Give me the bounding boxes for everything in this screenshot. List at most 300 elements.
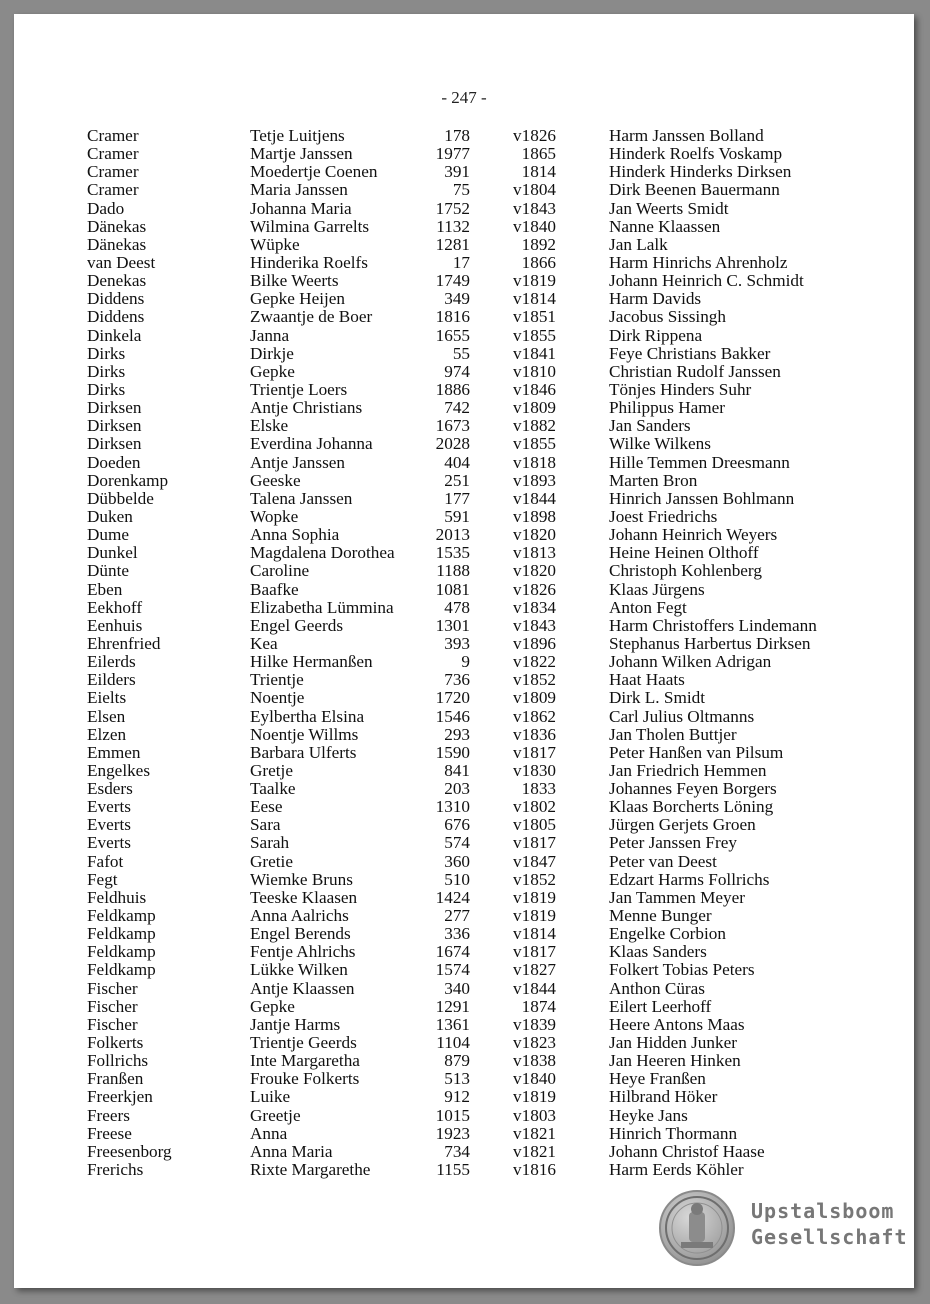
spouse-name: Klaas Sanders xyxy=(609,942,707,962)
surname: Engelkes xyxy=(87,760,151,780)
record-number: 251 xyxy=(444,470,470,490)
given-name: Gepke xyxy=(250,996,295,1016)
surname: Cramer xyxy=(87,180,139,200)
surname: Dorenkamp xyxy=(87,470,169,490)
spouse-name: Feye Christians Bakker xyxy=(609,343,771,363)
given-name: Hilke Hermanßen xyxy=(250,652,373,672)
given-name: Moedertje Coenen xyxy=(250,162,378,182)
record-number: 1361 xyxy=(435,1014,470,1034)
register-row xyxy=(14,653,914,671)
spouse-name: Peter Janssen Frey xyxy=(609,833,737,853)
year: v1838 xyxy=(513,1051,556,1071)
given-name: Wiemke Bruns xyxy=(250,869,353,889)
register-row xyxy=(14,1107,914,1125)
record-number: 336 xyxy=(444,924,470,944)
register-row xyxy=(14,816,914,834)
surname: Dirksen xyxy=(87,416,142,436)
register-row xyxy=(14,254,914,272)
surname: Everts xyxy=(87,815,131,835)
register-row xyxy=(14,708,914,726)
record-number: 2028 xyxy=(435,434,470,454)
spouse-name: Haat Haats xyxy=(609,670,685,690)
surname: Dirks xyxy=(87,343,126,363)
given-name: Lükke Wilken xyxy=(250,960,348,980)
year: v1855 xyxy=(513,434,556,454)
record-number: 1281 xyxy=(435,234,470,254)
record-number: 360 xyxy=(444,851,470,871)
record-number: 1132 xyxy=(436,216,470,236)
spouse-name: Jan Tammen Meyer xyxy=(609,887,745,907)
register-row xyxy=(14,635,914,653)
spouse-name: Engelke Corbion xyxy=(609,924,726,944)
year: 1892 xyxy=(521,234,556,254)
surname: Elsen xyxy=(87,706,126,726)
spouse-name: Edzart Harms Follrichs xyxy=(609,869,770,889)
record-number: 1424 xyxy=(435,887,470,907)
record-number: 513 xyxy=(444,1069,470,1089)
document-page xyxy=(14,14,914,1288)
surname: Eilders xyxy=(87,670,136,690)
register-row xyxy=(14,218,914,236)
given-name: Rixte Margarethe xyxy=(250,1160,371,1180)
spouse-name: Jan Lalk xyxy=(609,234,668,254)
register-row xyxy=(14,925,914,943)
register-row xyxy=(14,871,914,889)
surname: Freese xyxy=(87,1123,132,1143)
register-row xyxy=(14,889,914,907)
register-row xyxy=(14,145,914,163)
surname: Esders xyxy=(87,779,133,799)
spouse-name: Christian Rudolf Janssen xyxy=(609,361,781,381)
spouse-name: Hinrich Janssen Bohlmann xyxy=(609,488,795,508)
given-name: Hinderika Roelfs xyxy=(250,252,368,272)
register-row xyxy=(14,1070,914,1088)
register-row xyxy=(14,562,914,580)
year: 1865 xyxy=(521,144,556,164)
register-row xyxy=(14,127,914,145)
register-row xyxy=(14,853,914,871)
spouse-name: Hinderk Hinderks Dirksen xyxy=(609,162,792,182)
surname: Freesenborg xyxy=(87,1141,172,1161)
spouse-name: Heere Antons Maas xyxy=(609,1014,745,1034)
spouse-name: Harm Janssen Bolland xyxy=(609,126,764,145)
given-name: Bilke Weerts xyxy=(250,271,339,291)
year: v1802 xyxy=(513,797,556,817)
year: v1817 xyxy=(513,942,556,962)
spouse-name: Marten Bron xyxy=(609,470,698,490)
year: v1844 xyxy=(513,978,556,998)
year: v1834 xyxy=(513,597,556,617)
surname: Fegt xyxy=(87,869,118,889)
given-name: Antje Janssen xyxy=(250,452,345,472)
spouse-name: Hinderk Roelfs Voskamp xyxy=(609,144,783,164)
year: v1855 xyxy=(513,325,556,345)
year: v1826 xyxy=(513,579,556,599)
surname: Everts xyxy=(87,797,131,817)
register-row xyxy=(14,399,914,417)
year: v1817 xyxy=(513,742,556,762)
register-row xyxy=(14,236,914,254)
record-number: 974 xyxy=(444,361,470,381)
year: v1817 xyxy=(513,833,556,853)
surname: Fischer xyxy=(87,996,138,1016)
year: v1843 xyxy=(513,615,556,635)
record-number: 1590 xyxy=(435,742,470,762)
surname: Diddens xyxy=(87,289,145,309)
spouse-name: Harm Eerds Köhler xyxy=(609,1160,744,1180)
surname: Feldkamp xyxy=(87,942,156,962)
given-name: Sarah xyxy=(250,833,290,853)
year: 1866 xyxy=(521,252,556,272)
surname: Everts xyxy=(87,833,131,853)
record-number: 75 xyxy=(452,180,470,200)
surname: Emmen xyxy=(87,742,141,762)
register-row xyxy=(14,345,914,363)
given-name: Wüpke xyxy=(250,234,300,254)
spouse-name: Jacobus Sissingh xyxy=(609,307,726,327)
given-name: Wopke xyxy=(250,506,299,526)
year: v1898 xyxy=(513,506,556,526)
year: v1819 xyxy=(513,1087,556,1107)
register-row xyxy=(14,381,914,399)
spouse-name: Stephanus Harbertus Dirksen xyxy=(609,633,811,653)
given-name: Gretie xyxy=(250,851,293,871)
given-name: Elske xyxy=(250,416,289,436)
record-number: 736 xyxy=(444,670,470,690)
spouse-name: Hinrich Thormann xyxy=(609,1123,738,1143)
surname: Eielts xyxy=(87,688,127,708)
register-row xyxy=(14,1052,914,1070)
surname: Eilerds xyxy=(87,652,136,672)
year: v1819 xyxy=(513,887,556,907)
given-name: Teeske Klaasen xyxy=(250,887,358,907)
spouse-name: Jan Weerts Smidt xyxy=(609,198,729,218)
given-name: Anna Aalrichs xyxy=(250,906,349,926)
spouse-name: Harm Christoffers Lindemann xyxy=(609,615,817,635)
surname: Dirks xyxy=(87,379,126,399)
record-number: 1886 xyxy=(435,379,470,399)
year: v1826 xyxy=(513,126,556,145)
spouse-name: Folkert Tobias Peters xyxy=(609,960,755,980)
given-name: Talena Janssen xyxy=(250,488,353,508)
given-name: Taalke xyxy=(250,779,296,799)
record-number: 1752 xyxy=(435,198,470,218)
spouse-name: Christoph Kohlenberg xyxy=(609,561,762,581)
year: v1843 xyxy=(513,198,556,218)
spouse-name: Johann Wilken Adrigan xyxy=(609,652,772,672)
spouse-name: Jan Hidden Junker xyxy=(609,1033,737,1053)
year: v1820 xyxy=(513,525,556,545)
register-row xyxy=(14,599,914,617)
record-number: 478 xyxy=(444,597,470,617)
surname: Dunkel xyxy=(87,543,138,563)
record-number: 177 xyxy=(444,488,470,508)
register-row xyxy=(14,744,914,762)
given-name: Noentje xyxy=(250,688,305,708)
given-name: Kea xyxy=(250,633,278,653)
record-number: 17 xyxy=(452,252,470,272)
given-name: Baafke xyxy=(250,579,299,599)
surname: Cramer xyxy=(87,126,139,145)
register-row xyxy=(14,454,914,472)
given-name: Elizabetha Lümmina xyxy=(250,597,394,617)
record-number: 1301 xyxy=(435,615,470,635)
register-row xyxy=(14,1034,914,1052)
register-row xyxy=(14,617,914,635)
given-name: Johanna Maria xyxy=(250,198,352,218)
given-name: Maria Janssen xyxy=(250,180,348,200)
register-row xyxy=(14,1143,914,1161)
surname: Dume xyxy=(87,525,130,545)
record-number: 1977 xyxy=(435,144,470,164)
year: 1874 xyxy=(521,996,556,1016)
record-number: 742 xyxy=(444,398,470,418)
record-number: 841 xyxy=(444,760,470,780)
year: v1820 xyxy=(513,561,556,581)
record-number: 340 xyxy=(444,978,470,998)
record-number: 1188 xyxy=(436,561,470,581)
given-name: Caroline xyxy=(250,561,310,581)
spouse-name: Jan Sanders xyxy=(609,416,691,436)
record-number: 1655 xyxy=(435,325,470,345)
record-number: 1674 xyxy=(435,942,470,962)
record-number: 510 xyxy=(444,869,470,889)
year: v1847 xyxy=(513,851,556,871)
given-name: Janna xyxy=(250,325,290,345)
register-row xyxy=(14,526,914,544)
spouse-name: Dirk L. Smidt xyxy=(609,688,705,708)
year: v1852 xyxy=(513,670,556,690)
year: v1814 xyxy=(513,924,556,944)
record-number: 1535 xyxy=(435,543,470,563)
given-name: Noentje Willms xyxy=(250,724,359,744)
register-row xyxy=(14,272,914,290)
year: v1823 xyxy=(513,1033,556,1053)
surname: Freerkjen xyxy=(87,1087,153,1107)
register-row xyxy=(14,163,914,181)
register-row xyxy=(14,671,914,689)
spouse-name: Klaas Borcherts Löning xyxy=(609,797,774,817)
register-row xyxy=(14,943,914,961)
register-row xyxy=(14,200,914,218)
surname: Dänekas xyxy=(87,234,147,254)
register-row xyxy=(14,1161,914,1179)
marriage-register-list xyxy=(14,127,914,1179)
logo-line-1: Upstalsboom xyxy=(751,1199,895,1223)
given-name: Eese xyxy=(250,797,283,817)
year: v1822 xyxy=(513,652,556,672)
surname: Fischer xyxy=(87,1014,138,1034)
given-name: Eylbertha Elsina xyxy=(250,706,365,726)
year: v1839 xyxy=(513,1014,556,1034)
year: v1818 xyxy=(513,452,556,472)
spouse-name: Wilke Wilkens xyxy=(609,434,711,454)
surname: Ehrenfried xyxy=(87,633,161,653)
register-row xyxy=(14,308,914,326)
surname: Dado xyxy=(87,198,125,218)
register-row xyxy=(14,435,914,453)
surname: Frerichs xyxy=(87,1160,144,1180)
record-number: 1015 xyxy=(435,1105,470,1125)
year: 1833 xyxy=(521,779,556,799)
spouse-name: Tönjes Hinders Suhr xyxy=(609,379,752,399)
record-number: 1291 xyxy=(435,996,470,1016)
register-row xyxy=(14,508,914,526)
record-number: 1720 xyxy=(435,688,470,708)
surname: Dirksen xyxy=(87,398,142,418)
given-name: Trientje xyxy=(250,670,304,690)
given-name: Trientje Loers xyxy=(250,379,348,399)
record-number: 676 xyxy=(444,815,470,835)
spouse-name: Dirk Rippena xyxy=(609,325,703,345)
record-number: 1749 xyxy=(435,271,470,291)
spouse-name: Anthon Cüras xyxy=(609,978,705,998)
record-number: 404 xyxy=(444,452,470,472)
spouse-name: Jürgen Gerjets Groen xyxy=(609,815,756,835)
register-row xyxy=(14,961,914,979)
spouse-name: Carl Julius Oltmanns xyxy=(609,706,755,726)
spouse-name: Dirk Beenen Bauermann xyxy=(609,180,780,200)
spouse-name: Hille Temmen Dreesmann xyxy=(609,452,790,472)
spouse-name: Nanne Klaassen xyxy=(609,216,721,236)
record-number: 879 xyxy=(444,1051,470,1071)
year: v1840 xyxy=(513,216,556,236)
spouse-name: Jan Tholen Buttjer xyxy=(609,724,737,744)
given-name: Jantje Harms xyxy=(250,1014,341,1034)
spouse-name: Johannes Feyen Borgers xyxy=(609,779,777,799)
given-name: Wilmina Garrelts xyxy=(250,216,370,236)
year: v1836 xyxy=(513,724,556,744)
record-number: 1155 xyxy=(436,1160,470,1180)
spouse-name: Anton Fegt xyxy=(609,597,687,617)
register-row xyxy=(14,490,914,508)
record-number: 2013 xyxy=(435,525,470,545)
surname: Fafot xyxy=(87,851,124,871)
record-number: 349 xyxy=(444,289,470,309)
register-row xyxy=(14,363,914,381)
seal-icon xyxy=(659,1190,735,1266)
register-row xyxy=(14,327,914,345)
given-name: Luike xyxy=(250,1087,291,1107)
year: v1841 xyxy=(513,343,556,363)
given-name: Trientje Geerds xyxy=(250,1033,357,1053)
year: v1809 xyxy=(513,398,556,418)
register-row xyxy=(14,762,914,780)
spouse-name: Jan Friedrich Hemmen xyxy=(609,760,767,780)
spouse-name: Harm Hinrichs Ahrenholz xyxy=(609,252,788,272)
record-number: 1081 xyxy=(435,579,470,599)
register-row xyxy=(14,689,914,707)
surname: Diddens xyxy=(87,307,145,327)
register-row xyxy=(14,798,914,816)
register-row xyxy=(14,780,914,798)
given-name: Sara xyxy=(250,815,281,835)
spouse-name: Klaas Jürgens xyxy=(609,579,705,599)
surname: Feldkamp xyxy=(87,924,156,944)
year: v1896 xyxy=(513,633,556,653)
register-row xyxy=(14,181,914,199)
given-name: Barbara Ulferts xyxy=(250,742,357,762)
register-row xyxy=(14,417,914,435)
register-row xyxy=(14,980,914,998)
year: v1862 xyxy=(513,706,556,726)
spouse-name: Hilbrand Höker xyxy=(609,1087,718,1107)
spouse-name: Heyke Jans xyxy=(609,1105,688,1125)
year: v1816 xyxy=(513,1160,556,1180)
year: v1852 xyxy=(513,869,556,889)
given-name: Zwaantje de Boer xyxy=(250,307,373,327)
year: v1840 xyxy=(513,1069,556,1089)
year: v1851 xyxy=(513,307,556,327)
register-row xyxy=(14,1088,914,1106)
surname: Denekas xyxy=(87,271,147,291)
register-row xyxy=(14,472,914,490)
record-number: 734 xyxy=(444,1141,470,1161)
record-number: 574 xyxy=(444,833,470,853)
surname: Cramer xyxy=(87,144,139,164)
register-row xyxy=(14,998,914,1016)
surname: Dübbelde xyxy=(87,488,154,508)
surname: Cramer xyxy=(87,162,139,182)
given-name: Inte Margaretha xyxy=(250,1051,360,1071)
surname: Fischer xyxy=(87,978,138,998)
spouse-name: Peter van Deest xyxy=(609,851,717,871)
surname: Dünte xyxy=(87,561,130,581)
year: v1813 xyxy=(513,543,556,563)
given-name: Frouke Folkerts xyxy=(250,1069,360,1089)
spouse-name: Eilert Leerhoff xyxy=(609,996,712,1016)
given-name: Gepke Heijen xyxy=(250,289,345,309)
given-name: Gepke xyxy=(250,361,295,381)
surname: Feldkamp xyxy=(87,960,156,980)
year: v1830 xyxy=(513,760,556,780)
year: v1844 xyxy=(513,488,556,508)
given-name: Anna Sophia xyxy=(250,525,340,545)
spouse-name: Harm Davids xyxy=(609,289,702,309)
year: v1819 xyxy=(513,271,556,291)
spouse-name: Philippus Hamer xyxy=(609,398,726,418)
surname: Eekhoff xyxy=(87,597,143,617)
year: v1893 xyxy=(513,470,556,490)
spouse-name: Johann Heinrich C. Schmidt xyxy=(609,271,804,291)
surname: Feldhuis xyxy=(87,887,147,907)
register-row xyxy=(14,290,914,308)
surname: Folkerts xyxy=(87,1033,144,1053)
register-row xyxy=(14,581,914,599)
record-number: 391 xyxy=(444,162,470,182)
record-number: 1574 xyxy=(435,960,470,980)
surname: Dänekas xyxy=(87,216,147,236)
society-logo xyxy=(659,1190,909,1270)
record-number: 1673 xyxy=(435,416,470,436)
year: v1819 xyxy=(513,906,556,926)
register-row xyxy=(14,726,914,744)
logo-text xyxy=(751,1198,908,1250)
register-row xyxy=(14,544,914,562)
given-name: Anna xyxy=(250,1123,288,1143)
register-row xyxy=(14,907,914,925)
surname: Dinkela xyxy=(87,325,142,345)
record-number: 293 xyxy=(444,724,470,744)
spouse-name: Jan Heeren Hinken xyxy=(609,1051,741,1071)
surname: Franßen xyxy=(87,1069,144,1089)
given-name: Engel Berends xyxy=(250,924,351,944)
record-number: 1546 xyxy=(435,706,470,726)
surname: Eben xyxy=(87,579,123,599)
given-name: Magdalena Dorothea xyxy=(250,543,395,563)
record-number: 55 xyxy=(452,343,470,363)
given-name: Antje Klaassen xyxy=(250,978,355,998)
